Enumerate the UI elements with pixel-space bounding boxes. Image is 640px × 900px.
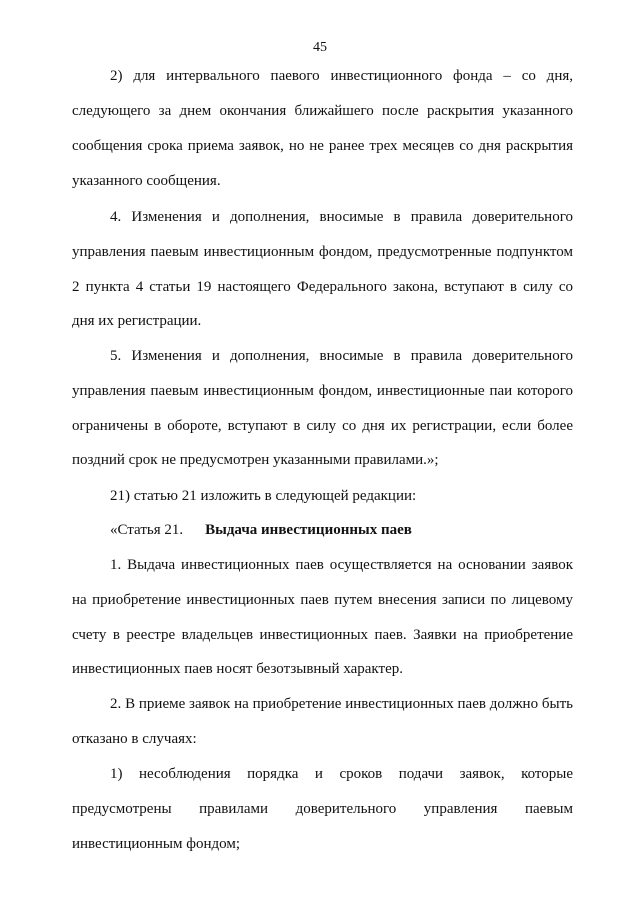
text-line: предусмотрены правилами доверительного управления паевым xyxy=(72,801,573,817)
text-line: 21) статью 21 изложить в следующей редакции: xyxy=(110,488,417,504)
page-number: 45 xyxy=(313,40,327,55)
text-line: 5. Изменения и дополнения, вносимые в правила доверительного xyxy=(110,348,573,364)
text-line: счету в реестре владельцев инвестиционных паев. Заявки на приобретение xyxy=(72,627,573,643)
text-line: управления паевым инвестиционным фондом, инвестиционные паи которого xyxy=(72,383,573,399)
text-line: следующего за днем окончания ближайшего после раскрытия указанного xyxy=(72,103,573,119)
text-line: управления паевым инвестиционным фондом, предусмотренные подпунктом xyxy=(72,244,573,260)
text-line: отказано в случаях: xyxy=(72,731,197,747)
text-line: поздний срок не предусмотрен указанными правилами.»; xyxy=(72,452,439,468)
text-line: 2) для интервального паевого инвестиционного фонда – со дня, xyxy=(110,68,573,84)
text-line: 4. Изменения и дополнения, вносимые в правила доверительного xyxy=(110,209,573,225)
text-line: ограничены в обороте, вступают в силу со дня их регистрации, если более xyxy=(72,418,573,434)
text-line: указанного сообщения. xyxy=(72,173,221,189)
text-line: 2. В приеме заявок на приобретение инвестиционных паев должно быть xyxy=(110,696,573,712)
article-heading xyxy=(110,520,573,540)
text-line: дня их регистрации. xyxy=(72,313,202,329)
text-line: сообщения срока приема заявок, но не ранее трех месяцев со дня раскрытия xyxy=(72,138,573,154)
text-line: инвестиционным фондом; xyxy=(72,836,241,852)
text-line: инвестиционных паев носят безотзывный характер. xyxy=(72,661,403,677)
article-number: «Статья 21. xyxy=(110,522,184,538)
text-line: 1. Выдача инвестиционных паев осуществляется на основании заявок xyxy=(110,557,573,573)
text-line: на приобретение инвестиционных паев путем внесения записи по лицевому xyxy=(72,592,573,608)
article-title: Выдача инвестиционных паев xyxy=(205,522,412,538)
text-line: 1) несоблюдения порядка и сроков подачи заявок, которые xyxy=(110,766,573,782)
text-line: 2 пункта 4 статьи 19 настоящего Федерального закона, вступают в силу со xyxy=(72,279,573,295)
